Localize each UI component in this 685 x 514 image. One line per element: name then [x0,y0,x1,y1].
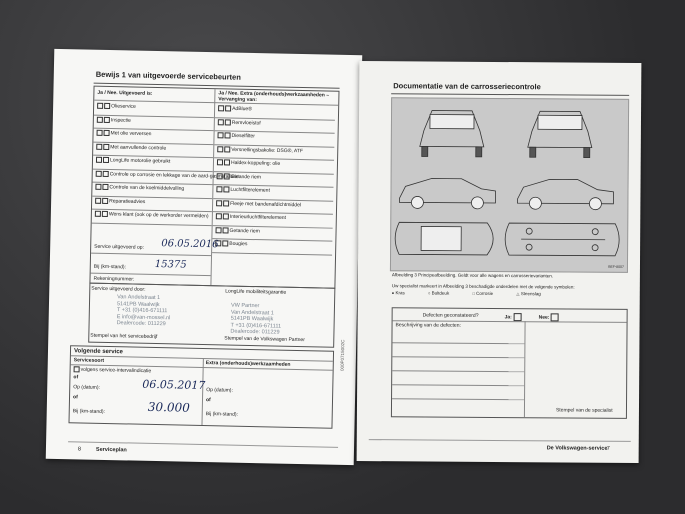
stamp-caption-right: Stempel van de Volkswagen Partner [224,335,305,344]
left-item-label: Reparatieadvies [109,197,146,205]
radio-dent-icon: ○ [427,290,431,296]
yes-checkbox[interactable] [216,213,222,219]
date-label: Op (datum): [206,387,233,394]
left-item-label: Inspectie [110,116,131,124]
radio-corrosion-icon: □ [472,290,475,296]
left-item-label: Met aanvullende controle [110,143,167,152]
or-label: of [205,397,211,404]
right-item-label: Remvloeistof [231,119,261,126]
next-service-item: volgens service-intervalindicatie [74,366,152,374]
next-date-value: 06.05.2017 [142,377,206,393]
yes-checkbox[interactable] [96,143,102,149]
right-item [216,213,286,221]
table-row [212,252,332,256]
footer-title: Serviceplan [95,446,127,454]
km2-label: Bij (km-stand): [205,411,239,418]
right-item-label: Getande riem [229,227,260,234]
right-item-label: Versnellingsbakolie: DSG®, ATF [231,146,303,154]
no-label: Nee: [539,313,560,321]
yes-checkbox[interactable] [217,146,223,152]
date-label: Op (datum): [73,384,100,391]
left-item [95,184,184,192]
left-item-label: Controle op corrosie en lekkage van de aard-gasinstallatie [109,170,239,180]
yes-checkbox[interactable] [95,197,101,203]
page-title: Documentatie van de carrosseriecontrole [393,81,541,92]
table-column-divider [210,89,215,285]
dealer-stamp-left: Van Andelstraat 1 5141PB Waalwijk T +31 (0)416-671111 E info@van-mossel.nl Dealercode: 011229 [116,294,171,328]
no-checkbox[interactable] [103,170,109,176]
left-item-label: Met olie verversen [110,130,152,138]
diagram-code: BEF-8007 [608,264,624,269]
no-checkbox[interactable] [224,173,230,179]
next-service-title: Volgende service [73,348,123,356]
or-label: of [73,374,79,381]
side-code: 000P0715002C [339,339,346,371]
left-item [95,211,209,220]
right-item [218,119,261,126]
yes-checkbox[interactable] [217,132,223,138]
right-item-label: Fleeje met bandenafdichtmiddel [230,200,302,208]
no-checkbox[interactable] [223,213,229,219]
km2-label: Bij (km-stand): [72,408,106,415]
car-diagram [390,97,629,273]
right-item [217,159,280,167]
right-item [218,105,252,112]
left-item-label: LongLife motorolie gebruikt [109,157,171,165]
right-item [215,240,247,247]
no-checkbox[interactable] [222,240,228,246]
yes-checkbox[interactable] [216,186,222,192]
invoice-label: Rekeningnummer: [93,275,135,283]
no-checkbox[interactable] [223,186,229,192]
no-checkbox[interactable] [104,130,110,136]
footer-divider [369,439,631,442]
right-item-label: AdBlue® [232,105,252,113]
no-checkbox[interactable] [102,184,108,190]
right-item [216,227,260,234]
yes-checkbox[interactable] [218,105,224,111]
left-item [97,116,131,123]
yes-checkbox[interactable] [216,200,222,206]
page-title: Bewijs 1 van uitgevoerde servicebeurten [95,69,241,82]
service-date-label: Service uitgevoerd op: [94,243,145,251]
legend-chip: △ Steenslag [516,291,541,297]
left-column-header: Ja / Nee. Uitgevoerd is: [97,89,153,97]
no-checkbox[interactable] [103,143,109,149]
next-service-col2: Extra (onderhouds)werkzaamheden [205,360,291,368]
legend-scratch: ● Kras [391,290,405,296]
defects-table [391,307,628,419]
yes-checkbox[interactable] [97,103,103,109]
yes-checkbox[interactable] [95,211,101,217]
no-checkbox[interactable] [551,313,559,321]
left-item [97,130,152,137]
stamp-caption-left: Stempel van het servicebedrijf [90,332,158,341]
no-checkbox[interactable] [225,119,231,125]
right-column-header: Ja / Nee. Extra (onderhouds)werkzaamheden – Vervanging van: [218,90,330,104]
left-item [95,197,145,204]
no-checkbox[interactable] [104,116,110,122]
next-service-col1: Servicesoort [73,357,105,364]
no-checkbox[interactable] [224,146,230,152]
no-checkbox[interactable] [102,211,108,217]
yes-checkbox[interactable] [513,313,521,321]
right-item-label: Interieurluchtfilterelement [229,213,287,222]
no-checkbox[interactable] [223,227,229,233]
right-item-label: Dieselfilter [231,132,255,140]
stamp-caption: Stempel van de specialist [555,407,613,414]
car-outlines-svg [391,98,628,272]
right-item-label: Bougies [229,240,248,248]
no-checkbox[interactable] [225,105,231,111]
body-inspection-page [357,61,642,463]
radio-scratch-icon: ● [391,290,395,296]
table-row [392,342,524,344]
right-item-label: Luchtfilterelement [230,186,270,194]
title-divider [391,93,629,96]
page-number: 7 [606,445,610,452]
yes-checkbox[interactable] [218,119,224,125]
service-date-value: 06.05.2016 [161,238,219,251]
next-service-table [68,345,334,429]
right-item [216,186,270,193]
km-value: 15375 [154,258,187,271]
page-number: 8 [77,446,82,453]
footer-title: De Volkswagen-service [546,445,608,452]
yes-checkbox[interactable] [97,130,103,136]
service-record-page [46,49,363,465]
left-item [97,103,136,110]
table-row [392,370,524,372]
right-item [217,146,303,154]
left-item-label: Controle van de koelmiddelvulling [109,184,185,192]
right-item-label: Getande riem [230,173,262,181]
no-checkbox[interactable] [103,157,109,163]
yes-checkbox[interactable] [217,173,223,179]
no-checkbox[interactable] [224,159,230,165]
left-item-label: Wens klant (ook op de werkorder vermelden) [108,211,209,220]
defects-label: Defecten geconstateerd? [422,312,479,319]
description-label: Beschrijving van de defecten: [395,322,461,329]
table-row [392,356,524,358]
table-row [392,384,524,386]
table-row [392,398,524,400]
left-item [96,143,166,151]
yes-checkbox[interactable] [216,227,222,233]
longlife-label: LongLife mobiliteitsgarantie [225,288,287,296]
right-item [217,173,261,180]
legend-corrosion: □ Corrosie [472,290,494,296]
yes-checkbox[interactable] [217,159,223,165]
instruction-text: Uw specialist markeert in Afbeelding 3 beschadigde onderdelen met de volgende symbolen: [391,283,575,290]
yes-checkbox[interactable] [96,157,102,163]
symbol-legend [392,290,541,297]
yes-label: Ja: [505,313,523,321]
no-checkbox[interactable] [102,197,108,203]
yes-checkbox[interactable] [95,184,101,190]
right-item [216,200,301,208]
yes-checkbox[interactable] [97,116,103,122]
right-item-label: Haldex-koppeling: olie [230,159,281,167]
checkbox[interactable] [74,366,80,372]
left-item-label: Olieservice [111,103,136,110]
right-item [217,132,254,139]
figure-caption: Afbeelding 3 Principeafbeelding. Geldt voor alle wagens en carrosserievarianten. [391,272,554,279]
table-row [91,253,211,257]
table-column-divider [524,321,526,417]
km-label: Bij (km-stand): [93,263,127,271]
radio-chip-icon: △ [516,291,520,297]
table-row [92,222,212,226]
no-checkbox[interactable] [224,132,230,138]
legend-dent: ○ Bultdeuk [427,290,450,296]
service-table [89,86,339,289]
service-by-label: Service uitgevoerd door: [91,285,146,293]
no-checkbox[interactable] [223,200,229,206]
next-km-value: 30.000 [147,399,190,415]
left-item [96,157,170,165]
yes-checkbox[interactable] [96,170,102,176]
dealer-stamp-right: VW Partner Van Andelstraat 1 5141PB Waalwijk T +31 (0)416-671111 Dealercode: 011229 [230,302,282,336]
or-label: of [72,394,78,401]
no-checkbox[interactable] [104,103,110,109]
